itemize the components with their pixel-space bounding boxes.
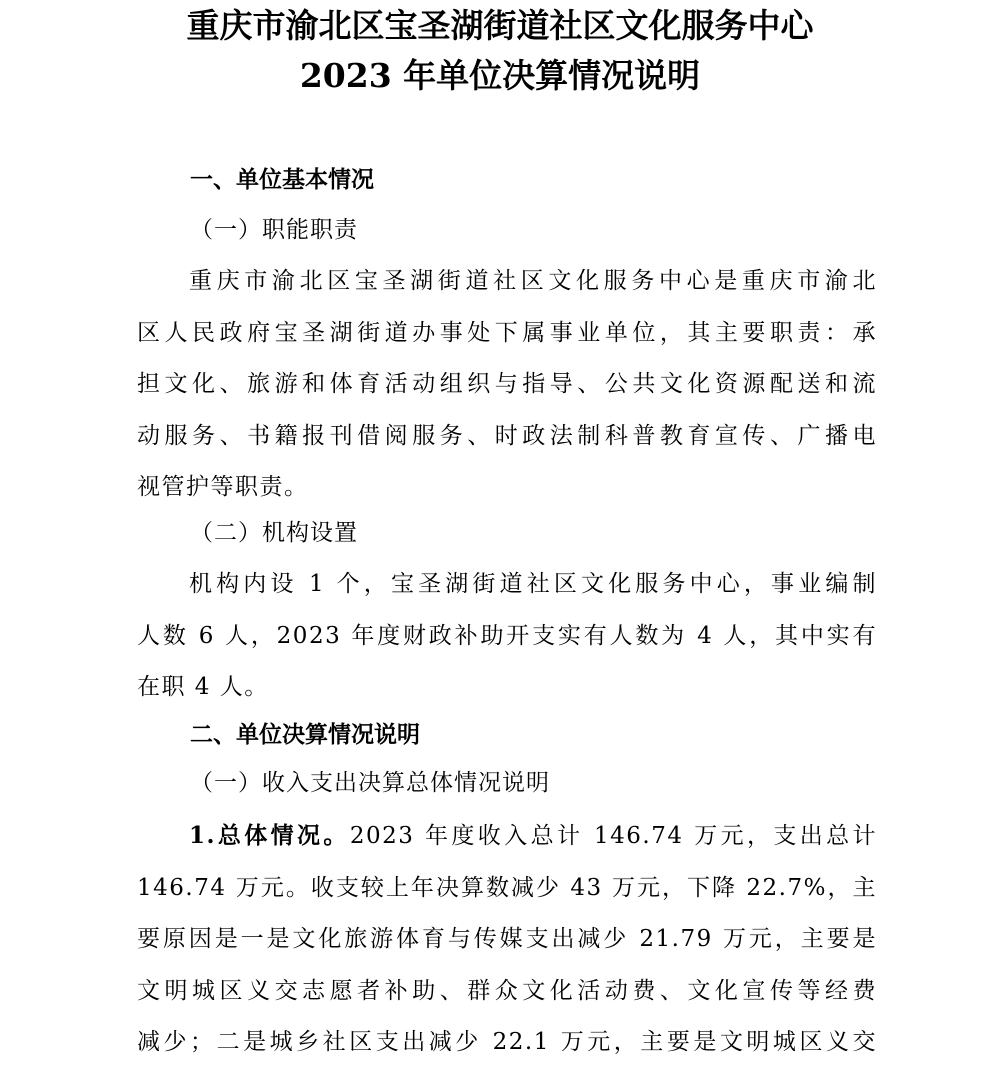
paragraph-line: 减少；二是城乡社区支出减少 22.1 万元，主要是文明城区义交 bbox=[137, 1029, 877, 1055]
section-heading-basic-info: 一、单位基本情况 bbox=[190, 167, 374, 193]
paragraph-line: 区人民政府宝圣湖街道办事处下属事业单位，其主要职责：承 bbox=[137, 319, 877, 346]
subsection-heading-income-expense: （一）收入支出决算总体情况说明 bbox=[190, 770, 550, 796]
subsection-heading-organization: （二）机构设置 bbox=[190, 520, 358, 546]
paragraph-line: 人数 6 人，2023 年度财政补助开支实有人数为 4 人，其中实有 bbox=[137, 622, 877, 649]
overall-lead: 1.总体情况。 bbox=[189, 822, 350, 849]
paragraph-line: 在职 4 人。 bbox=[137, 674, 269, 700]
paragraph-duties bbox=[137, 256, 877, 514]
subsection-heading-duties: （一）职能职责 bbox=[190, 217, 358, 243]
overall-text: 2023 年度收入总计 146.74 万元，支出总计 bbox=[349, 823, 877, 849]
document-title-line-2: 2023 年单位决算情况说明 bbox=[299, 56, 701, 95]
paragraph-line: 担文化、旅游和体育活动组织与指导、公共文化资源配送和流 bbox=[137, 371, 877, 397]
paragraph-line: 文明城区义交志愿者补助、群众文化活动费、文化宣传等经费 bbox=[137, 977, 877, 1004]
paragraph-overall bbox=[137, 810, 877, 1069]
paragraph-line bbox=[137, 810, 877, 863]
section-heading-budget-explanation: 二、单位决算情况说明 bbox=[190, 722, 420, 748]
paragraph-organization bbox=[137, 559, 877, 714]
paragraph-line: 视管护等职责。 bbox=[137, 474, 309, 500]
paragraph-line: 146.74 万元。收支较上年决算数减少 43 万元，下降 22.7%，主 bbox=[137, 874, 877, 901]
paragraph-line: 重庆市渝北区宝圣湖街道社区文化服务中心是重庆市渝北 bbox=[189, 268, 877, 294]
paragraph-line: 机构内设 1 个，宝圣湖街道社区文化服务中心，事业编制 bbox=[189, 571, 877, 597]
document-title-line-1: 重庆市渝北区宝圣湖街道社区文化服务中心 bbox=[186, 6, 814, 45]
paragraph-line: 要原因是一是文化旅游体育与传媒支出减少 21.79 万元，主要是 bbox=[137, 926, 877, 952]
paragraph-line: 动服务、书籍报刊借阅服务、时政法制科普教育宣传、广播电 bbox=[137, 422, 877, 449]
